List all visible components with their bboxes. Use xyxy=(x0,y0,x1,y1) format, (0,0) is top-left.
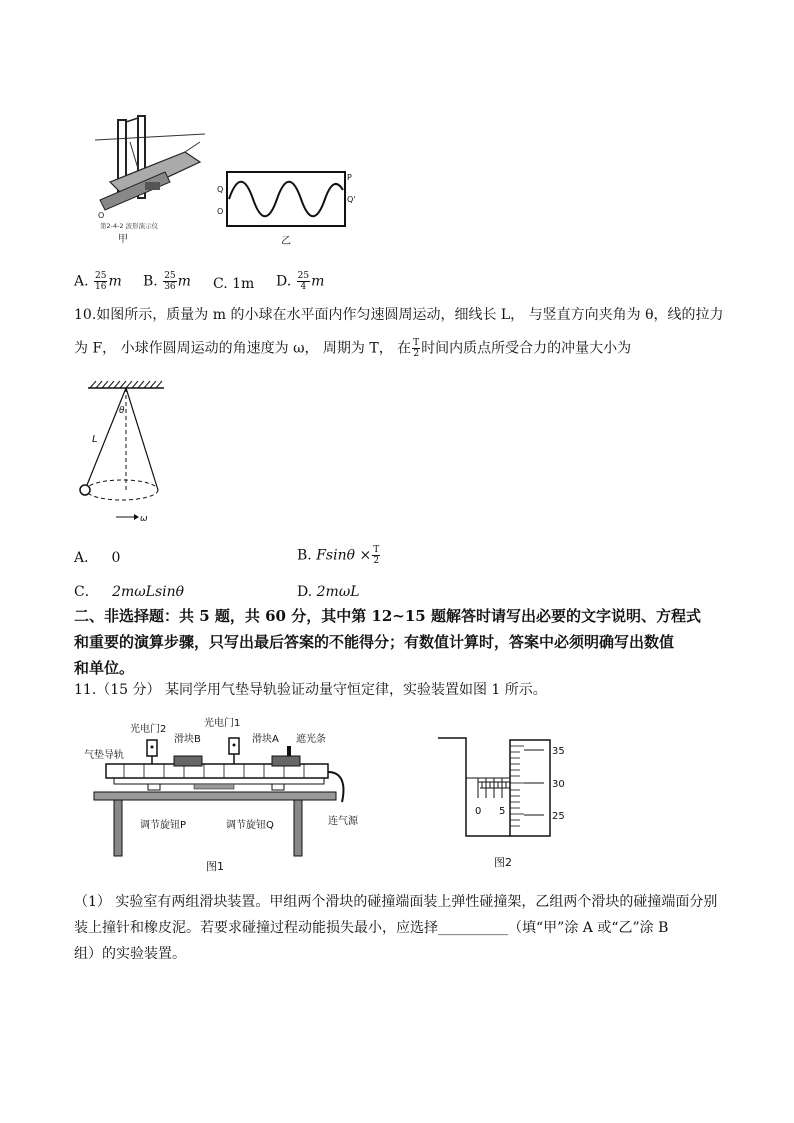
figure-1-air-track xyxy=(84,712,364,877)
fig1-caption: 图1 xyxy=(206,860,224,873)
fig-yi-q2-label: Q' xyxy=(347,195,356,204)
q10-stem-line1: 10.如图所示，质量为 m 的小球在水平面内作匀速圆周运动，细线长 L， 与竖直方向夹角为 θ，线的拉力 xyxy=(74,307,724,323)
fig1-rail-label: 气垫导轨 xyxy=(84,750,124,761)
fig-yi-o-label: O xyxy=(217,207,224,216)
fig-theta-label: θ xyxy=(119,406,125,416)
fig2-tick-35: 35 xyxy=(552,746,565,757)
fig2-caption: 图2 xyxy=(494,856,512,869)
fig2-tick-25: 25 xyxy=(552,811,565,822)
q11-part1-line1: （1） 实验室有两组滑块装置。甲组两个滑块的碰撞端面装上弹性碰撞架，乙组两个滑块的碰撞端面分别 xyxy=(74,894,718,910)
fig1-knob-p-label: 调节旋钮P xyxy=(140,820,187,831)
figure-conical-pendulum xyxy=(76,378,176,528)
section2-line1: 二、非选择题：共 5 题，共 60 分，其中第 12~15 题解答时请写出必要的文字说明、方程式 xyxy=(74,607,701,625)
q11-part1-line3: 组）的实验装置。 xyxy=(74,946,186,962)
figure-jia xyxy=(90,112,210,247)
q9-option-d[interactable]: D. $\frac{25}{4}$ m xyxy=(276,271,325,292)
fig1-air-label: 连气源 xyxy=(328,816,358,827)
fig2-main-5: 5 xyxy=(499,806,506,817)
fig2-main-0: 0 xyxy=(475,806,482,817)
q10-option-b[interactable]: B. Fsinθ × $\frac{T}{2}$ xyxy=(297,545,380,566)
fig-yi-q-label: Q xyxy=(217,185,224,194)
fig-l-label: L xyxy=(92,434,98,445)
q10-option-c[interactable]: C． 2mωLsinθ xyxy=(74,584,185,600)
fig1-gate1-label: 光电门1 xyxy=(204,718,241,729)
q9-option-a[interactable]: A. $\frac{25}{16}$ m xyxy=(74,271,122,292)
q10-stem-line2: 为 F， 小球作圆周运动的角速度为 ω， 周期为 T， 在 $\frac{T}{2}$ 时间内质点所受合力的冲量大小为 xyxy=(74,338,632,359)
q9-option-b[interactable]: B. $\frac{25}{36}$ m xyxy=(143,271,191,292)
fig-yi-caption: 乙 xyxy=(281,236,291,247)
q11-intro: 11.（15 分） 某同学用气垫导轨验证动量守恒定律，实验装置如图 1 所示。 xyxy=(74,682,547,698)
fig-jia-o-label: O xyxy=(98,211,105,220)
fig1-shade-label: 遮光条 xyxy=(296,734,326,745)
fig-yi-p-label: P xyxy=(347,173,352,182)
fig1-gate2-label: 光电门2 xyxy=(130,724,167,735)
figure-2-micrometer xyxy=(438,736,578,872)
section2-line2: 和重要的演算步骤，只写出最后答案的不能得分；有数值计算时，答案中必须明确写出数值 xyxy=(74,633,675,651)
q10-option-a[interactable]: A． 0 xyxy=(74,550,121,566)
fig1-slider-b-label: 滑块B xyxy=(174,734,201,745)
fig2-tick-30: 30 xyxy=(552,779,565,790)
fig-omega-label: ω xyxy=(140,514,148,524)
fig1-slider-a-label: 滑块A xyxy=(252,734,279,745)
fig-jia-small-caption: 第2-4-2 波形演示仪 xyxy=(100,222,159,230)
fig-jia-caption: 甲 xyxy=(118,234,128,245)
figure-yi xyxy=(215,168,360,250)
fig1-knob-q-label: 调节旋钮Q xyxy=(226,820,274,831)
q10-option-d[interactable]: D. 2mωL xyxy=(297,584,360,600)
q9-option-c[interactable]: C. 1m xyxy=(213,276,255,292)
q11-part1-line2: 装上撞针和橡皮泥。若要求碰撞过程动能损失最小，应选择__________（填“甲”涂 A 或“乙”涂 B xyxy=(74,920,669,936)
section2-line3: 和单位。 xyxy=(74,659,135,677)
